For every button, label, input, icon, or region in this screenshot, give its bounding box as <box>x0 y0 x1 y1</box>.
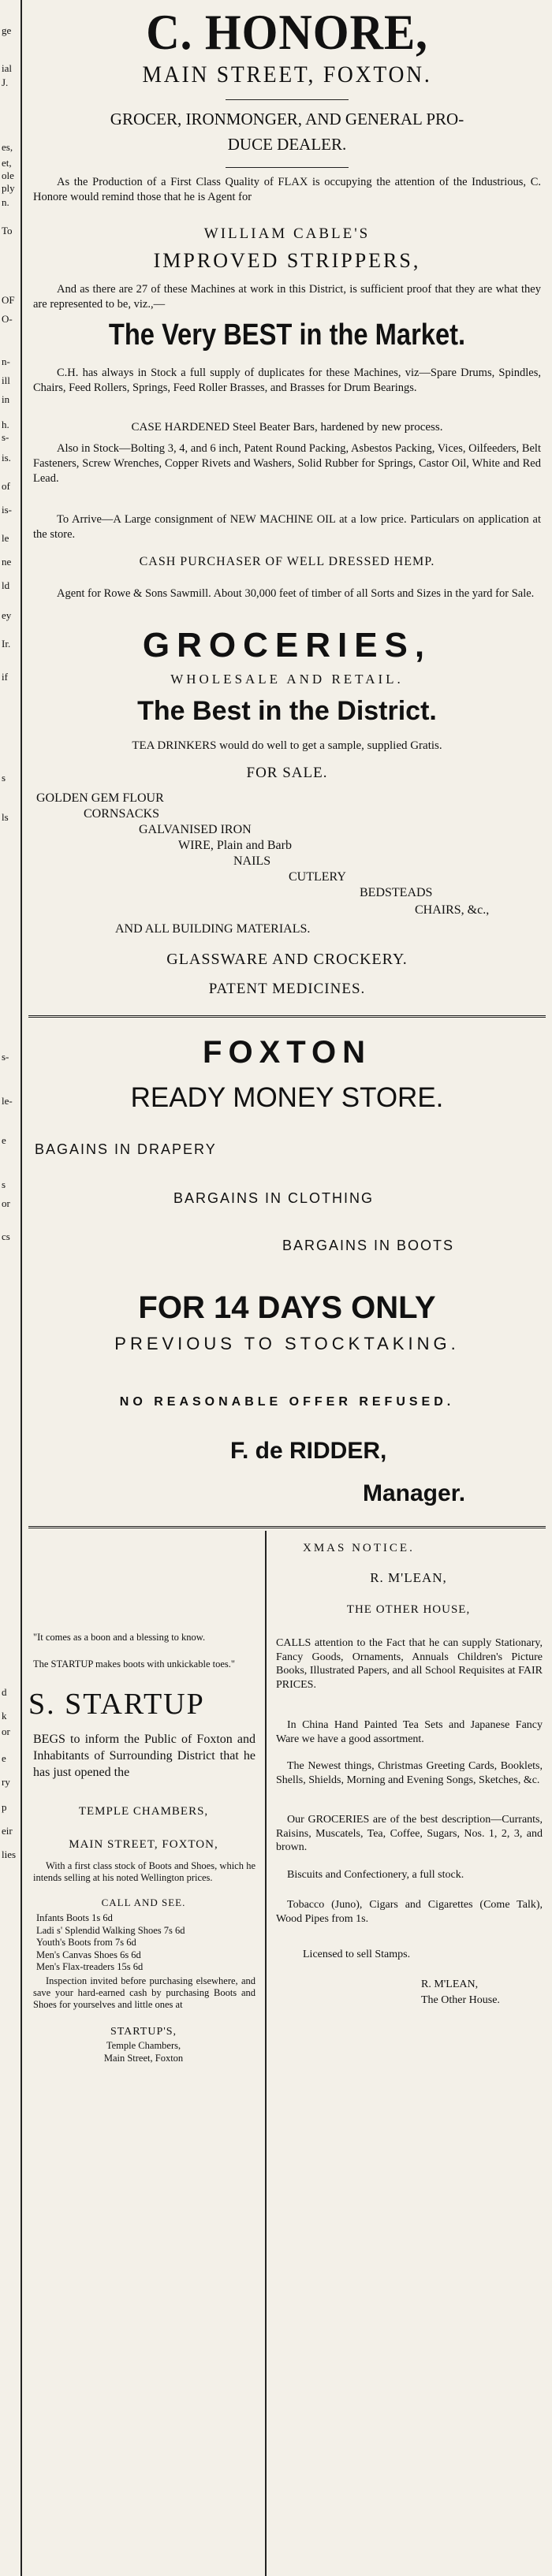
honore-address: MAIN STREET, FOXTON. <box>142 61 432 87</box>
honore-best-market: The Very BEST in the Market. <box>108 318 466 352</box>
startup-name: S. STARTUP <box>28 1688 205 1721</box>
honore-title: C. HONORE, <box>146 4 428 60</box>
honore-product: IMPROVED STRIPPERS, <box>153 249 421 272</box>
margin-fragment: ply <box>2 182 15 194</box>
mclean-name: R. M'LEAN, <box>370 1570 447 1585</box>
ridder-store: READY MONEY STORE. <box>130 1082 444 1113</box>
margin-fragment: k <box>2 1710 7 1722</box>
margin-fragment: s- <box>2 1051 9 1063</box>
mclean-licensed: Licensed to sell Stamps. <box>303 1949 411 1960</box>
section-divider <box>28 1015 546 1018</box>
startup-call: CALL AND SEE. <box>101 1897 186 1908</box>
mclean-p3: The Newest things, Christmas Greeting Cards, Booklets, Shells, Shields, Morning and Evening Songs, Sketches, &c. <box>276 1760 543 1786</box>
margin-fragment: of <box>2 480 10 492</box>
price-item: Men's Canvas Shoes 6s 6d <box>36 1949 141 1960</box>
ridder-clothing: BARGAINS IN CLOTHING <box>173 1190 375 1206</box>
sale-item: CHAIRS, &c., <box>415 903 490 917</box>
margin-fragment: ial <box>2 62 12 74</box>
honore-arrive-text: To Arrive—A Large consignment of NEW MACHINE OIL at a low price. Particulars on application at the store. <box>33 513 541 541</box>
honore-agent-name: WILLIAM CABLE'S <box>203 225 371 242</box>
startup-sign: STARTUP'S, <box>110 2026 177 2038</box>
sale-item: AND ALL BUILDING MATERIALS. <box>115 922 311 936</box>
honore-trade-line-1: GROCER, IRONMONGER, AND GENERAL PRO- <box>110 110 464 128</box>
margin-fragment: or <box>2 1725 10 1737</box>
honore-hemp: CASH PURCHASER OF WELL DRESSED HEMP. <box>139 555 435 568</box>
price-item: Youth's Boots from 7s 6d <box>36 1937 136 1948</box>
mclean-notice: XMAS NOTICE. <box>303 1542 415 1554</box>
short-divider <box>226 167 349 168</box>
sale-item: WIRE, Plain and Barb <box>178 839 292 852</box>
ridder-days: FOR 14 DAYS ONLY <box>138 1290 436 1325</box>
mclean-p4: Our GROCERIES are of the best description—Currants, Raisins, Muscatels, Tea, Coffee, Sugars, Nos. 1, 2, 3, and brown. <box>276 1814 543 1853</box>
margin-fragment: ry <box>2 1776 10 1788</box>
margin-fragment: if <box>2 671 8 683</box>
margin-fragment: le <box>2 532 9 544</box>
honore-case-hardened: CASE HARDENED Steel Beater Bars, hardened by new process. <box>131 421 443 434</box>
margin-fragment: le- <box>2 1095 13 1107</box>
price-item: Infants Boots 1s 6d <box>36 1912 113 1923</box>
margin-fragment: in <box>2 393 10 405</box>
margin-fragment: s <box>2 772 6 784</box>
margin-fragment: n. <box>2 196 9 208</box>
mclean-house: THE OTHER HOUSE, <box>346 1603 471 1616</box>
honore-agent-text: Agent for Rowe & Sons Sawmill. About 30,000 feet of timber of all Sorts and Sizes in the yard for Sale. <box>57 587 535 600</box>
margin-fragment: or <box>2 1197 10 1209</box>
ridder-refused: NO REASONABLE OFFER REFUSED. <box>119 1395 455 1409</box>
honore-medicines: PATENT MEDICINES. <box>208 981 366 997</box>
ridder-previous: PREVIOUS TO STOCKTAKING. <box>114 1334 460 1353</box>
sale-item: GALVANISED IRON <box>139 823 252 836</box>
honore-flax-text: As the Production of a First Class Quality of FLAX is occupying the attention of the Industrious, C. Honore would remind those that he is Agent for <box>33 176 541 203</box>
ridder-role: Manager. <box>363 1480 466 1506</box>
price-item: Men's Flax-treaders 15s 6d <box>36 1961 144 1972</box>
margin-fragment: OF <box>2 294 15 306</box>
startup-quote-2: The STARTUP makes boots with unkickable toes." <box>33 1658 235 1670</box>
startup-stock: With a first class stock of Boots and Shoes, which he intends selling at his noted Wellington prices. <box>33 1860 255 1883</box>
margin-fragment: ole <box>2 169 14 181</box>
adjacent-column-fragment <box>0 0 22 2576</box>
startup-sign-3: Main Street, Foxton <box>103 2053 184 2064</box>
startup-ad <box>28 1537 259 2570</box>
margin-fragment: e <box>2 1134 6 1146</box>
margin-fragment: et, <box>2 157 12 169</box>
startup-inspection: Inspection invited before purchasing elsewhere, and save your hard-earned cash by purchasing Boots and Shoes for yourselves and little ones at <box>33 1975 255 2010</box>
margin-fragment: s <box>2 1178 6 1190</box>
honore-wholesale: WHOLESALE AND RETAIL. <box>170 672 404 687</box>
margin-fragment: cs <box>2 1230 10 1242</box>
margin-fragment: ey <box>2 609 12 621</box>
startup-intro: BEGS to inform the Public of Foxton and Inhabitants of Surrounding District that he has just opened the <box>33 1733 255 1779</box>
margin-fragment: is- <box>2 504 12 516</box>
ridder-name: F. de RIDDER, <box>230 1438 387 1464</box>
ridder-town: FOXTON <box>203 1035 371 1070</box>
startup-premises: TEMPLE CHAMBERS, <box>78 1805 209 1818</box>
honore-trade-line-2: DUCE DEALER. <box>227 135 347 154</box>
sale-item: CUTLERY <box>289 870 346 884</box>
mclean-ad <box>271 1537 546 2570</box>
honore-for-sale: FOR SALE. <box>246 765 328 781</box>
ridder-boots: BARGAINS IN BOOTS <box>282 1238 455 1253</box>
margin-fragment: ne <box>2 556 12 568</box>
margin-fragment: eir <box>2 1825 13 1837</box>
margin-fragment: p <box>2 1801 7 1813</box>
sale-item: BEDSTEADS <box>360 886 433 899</box>
sale-item: GOLDEN GEM FLOUR <box>36 791 164 805</box>
margin-fragment: s- <box>2 431 9 443</box>
short-divider <box>226 99 349 100</box>
margin-fragment: is. <box>2 452 11 463</box>
margin-fragment: d <box>2 1686 7 1698</box>
ridder-drapery: BAGAINS IN DRAPERY <box>35 1141 217 1157</box>
startup-street: MAIN STREET, FOXTON, <box>69 1838 218 1851</box>
honore-machines-text: And as there are 27 of these Machines at work in this District, is sufficient proof that they are what they are represented to be, viz.,— <box>33 283 541 311</box>
margin-fragment: ill <box>2 374 10 386</box>
honore-stock-text: C.H. has always in Stock a full supply of duplicates for these Machines, viz—Spare Drums, Spindles, Chairs, Feed Rollers, Springs, Feed Roller Brasses, and Brasses for Drum Bearings. <box>33 367 541 394</box>
margin-fragment: Ir. <box>2 638 11 650</box>
column-divider <box>265 1531 267 2576</box>
sale-item: NAILS <box>233 854 271 868</box>
margin-fragment: ls <box>2 811 9 823</box>
section-divider <box>28 1526 546 1528</box>
sale-item: CORNSACKS <box>84 807 160 821</box>
mclean-sign: R. M'LEAN, <box>421 1979 479 1990</box>
honore-best-district: The Best in the District. <box>137 696 437 726</box>
startup-price-list <box>36 1912 185 1974</box>
honore-tea-text: TEA DRINKERS would do well to get a sample, supplied Gratis. <box>132 739 442 752</box>
margin-fragment: lies <box>2 1848 17 1860</box>
margin-fragment: O- <box>2 313 13 325</box>
mclean-p1: CALLS attention to the Fact that he can supply Stationary, Fancy Goods, Ornaments, Annuals Children's Picture Books, Illustrated Papers, and all School Requisites at FAIR PRICES. <box>276 1637 543 1691</box>
mclean-p2: In China Hand Painted Tea Sets and Japanese Fancy Ware we have a good assortment. <box>276 1719 543 1745</box>
advertisement-column <box>28 0 546 2576</box>
margin-fragment: e <box>2 1752 6 1764</box>
startup-quote-1: "It comes as a boon and a blessing to know. <box>33 1632 206 1643</box>
margin-fragment: ge <box>2 24 12 36</box>
honore-groceries: GROCERIES, <box>142 626 432 664</box>
honore-also-text: Also in Stock—Bolting 3, 4, and 6 inch, Patent Round Packing, Asbestos Packing, Vices, Oilfeeders, Belt Fasteners, Screw Wrenches, Copper Rivets and Washers, Solid Rubber for Springs, Castor Oil, White and Red Lead. <box>33 442 541 485</box>
honore-glassware: GLASSWARE AND CROCKERY. <box>166 951 408 968</box>
margin-fragment: J. <box>2 76 9 88</box>
price-item: Ladi s' Splendid Walking Shoes 7s 6d <box>36 1924 185 1936</box>
mclean-p6: Tobacco (Juno), Cigars and Cigarettes (Come Talk), Wood Pipes from 1s. <box>276 1899 543 1925</box>
margin-fragment: h. <box>2 419 9 430</box>
margin-fragment: es, <box>2 141 13 153</box>
margin-fragment: ld <box>2 579 10 591</box>
startup-sign-2: Temple Chambers, <box>106 2040 181 2051</box>
margin-fragment: n- <box>2 356 10 367</box>
mclean-sign-2: The Other House. <box>421 1994 500 2006</box>
mclean-p5: Biscuits and Confectionery, a full stock. <box>287 1869 464 1881</box>
margin-fragment: To <box>2 225 13 236</box>
